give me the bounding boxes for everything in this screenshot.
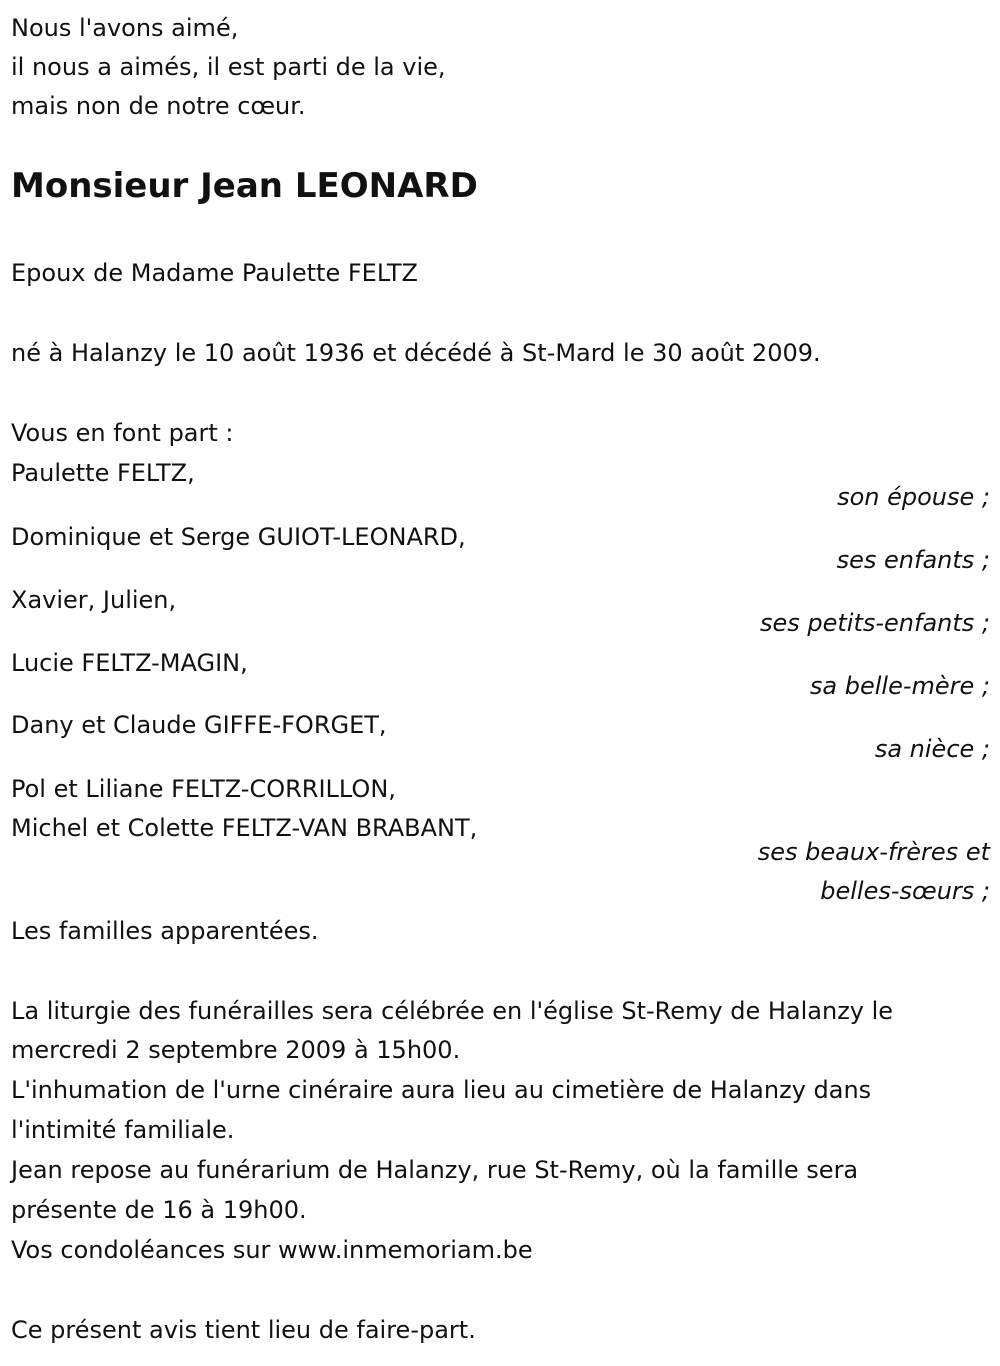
- family-relation: ses petits-enfants ;: [759, 609, 990, 637]
- birth-death-line: né à Halanzy le 10 août 1936 et décédé à St-Mard le 30 août 2009.: [11, 339, 821, 367]
- family-relation: sa nièce ;: [874, 735, 990, 763]
- details-line: L'inhumation de l'urne cinéraire aura lieu au cimetière de Halanzy dans: [11, 1076, 872, 1104]
- poem-line: mais non de notre cœur.: [11, 92, 306, 120]
- closing-line: Ce présent avis tient lieu de faire-part.: [11, 1316, 476, 1344]
- details-line: présente de 16 à 19h00.: [11, 1196, 307, 1224]
- spouse-line: Epoux de Madame Paulette FELTZ: [11, 259, 418, 287]
- details-line: l'intimité familiale.: [11, 1116, 235, 1144]
- family-name: Pol et Liliane FELTZ-CORRILLON,: [11, 775, 396, 803]
- family-relation: ses enfants ;: [836, 546, 990, 574]
- details-line: La liturgie des funérailles sera célébrée en l'église St-Remy de Halanzy le: [11, 997, 894, 1025]
- family-name: Xavier, Julien,: [11, 586, 177, 614]
- family-name: Dominique et Serge GUIOT-LEONARD,: [11, 523, 466, 551]
- family-relation: ses beaux-frères et: [757, 838, 990, 866]
- family-name: Michel et Colette FELTZ-VAN BRABANT,: [11, 814, 478, 842]
- condolences-link: Vos condoléances sur www.inmemoriam.be: [11, 1236, 533, 1264]
- poem-line: il nous a aimés, il est parti de la vie,: [11, 53, 446, 81]
- family-name: Lucie FELTZ-MAGIN,: [11, 649, 248, 677]
- family-name: Paulette FELTZ,: [11, 459, 195, 487]
- poem-line: Nous l'avons aimé,: [11, 14, 239, 42]
- family-name: Dany et Claude GIFFE-FORGET,: [11, 711, 387, 739]
- page-title: Monsieur Jean LEONARD: [11, 166, 478, 206]
- family-relation: belles-sœurs ;: [820, 877, 990, 905]
- announce-line: Vous en font part :: [11, 419, 234, 447]
- family-relation: son épouse ;: [837, 483, 990, 511]
- details-line: Jean repose au funérarium de Halanzy, rue St-Remy, où la famille sera: [11, 1156, 859, 1184]
- families-line: Les familles apparentées.: [11, 917, 319, 945]
- details-line: mercredi 2 septembre 2009 à 15h00.: [11, 1036, 461, 1064]
- family-relation: sa belle-mère ;: [809, 672, 990, 700]
